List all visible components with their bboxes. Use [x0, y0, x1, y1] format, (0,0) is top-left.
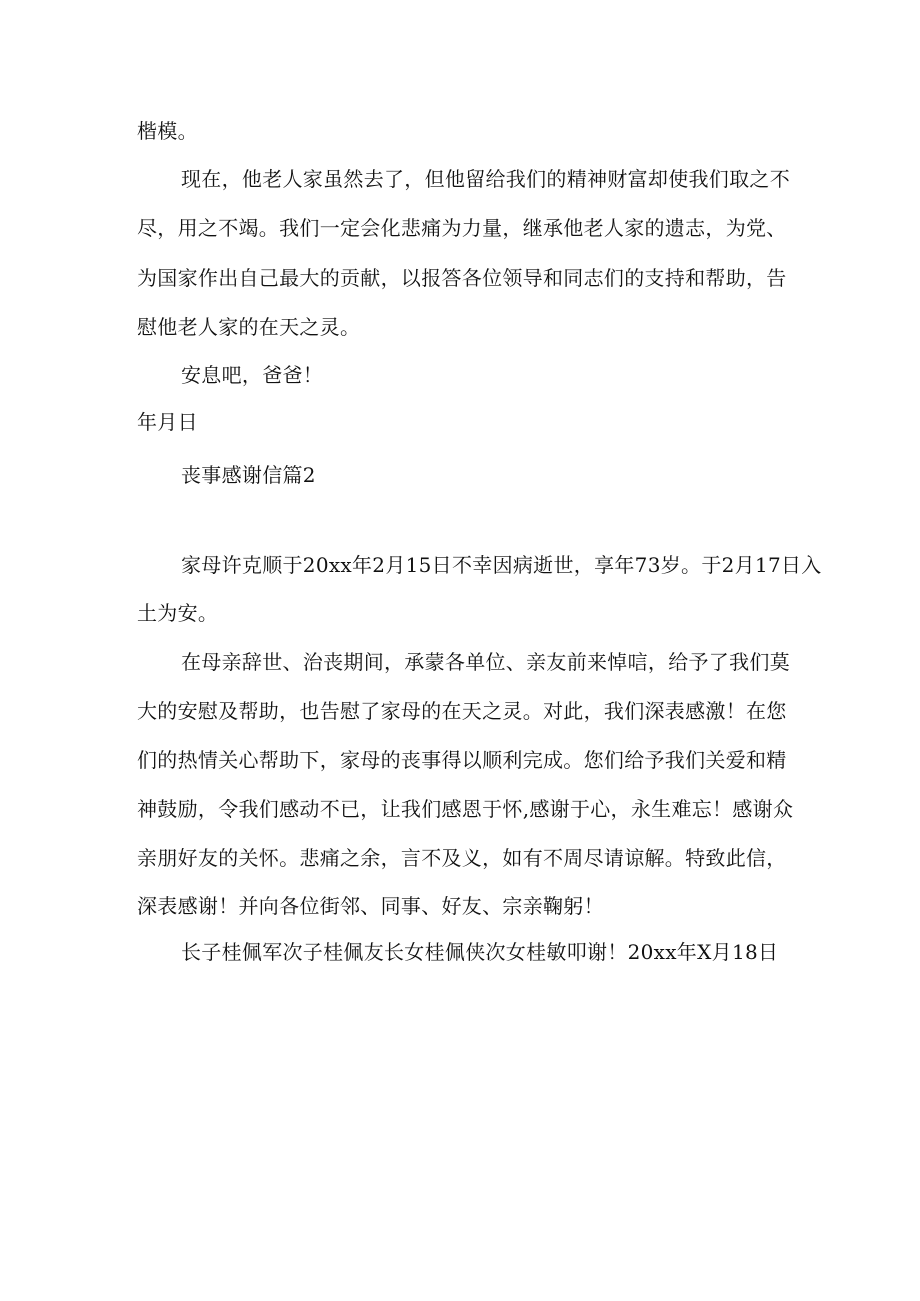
text-line-15: 亲朋好友的关怀。悲痛之余，言不及义，如有不周尽请谅解。特致此信，: [137, 846, 787, 870]
text-line-5: 慰他老人家的在天之灵。: [137, 315, 361, 339]
section-heading: 丧事感谢信篇2: [181, 463, 316, 487]
text-line-12: 大的安慰及帮助，也告慰了家母的在天之灵。对此，我们深表感激！在您: [137, 699, 787, 723]
text-line-10: 土为安。: [137, 601, 219, 625]
text-line-3: 尽，用之不竭。我们一定会化悲痛为力量，继承他老人家的遗志，为党、: [137, 216, 787, 240]
text-line-13: 们的热情关心帮助下，家母的丧事得以顺利完成。您们给予我们关爱和精: [137, 748, 787, 772]
date-line: 年月日: [137, 410, 198, 434]
text-line-16: 深表感谢！并向各位街邻、同事、好友、宗亲鞠躬！: [137, 894, 604, 918]
text-line-1: 楷模。: [137, 119, 198, 143]
text-line-14: 神鼓励，令我们感动不已，让我们感恩于怀,感谢于心，永生难忘！感谢众: [137, 797, 794, 821]
text-line-4: 为国家作出自己最大的贡献，以报答各位领导和同志们的支持和帮助，告: [137, 266, 787, 290]
signature-line: 长子桂佩军次子桂佩友长女桂佩侠次女桂敏叩谢！20xx年X月18日: [181, 940, 779, 964]
text-line-11: 在母亲辞世、治丧期间，承蒙各单位、亲友前来悼唁，给予了我们莫: [181, 650, 790, 674]
text-line-2: 现在，他老人家虽然去了，但他留给我们的精神财富却使我们取之不: [181, 167, 790, 191]
text-line-9: 家母许克顺于20xx年2月15日不幸因病逝世，享年73岁。于2月17日入: [181, 553, 822, 577]
text-line-6: 安息吧，爸爸！: [181, 363, 324, 387]
